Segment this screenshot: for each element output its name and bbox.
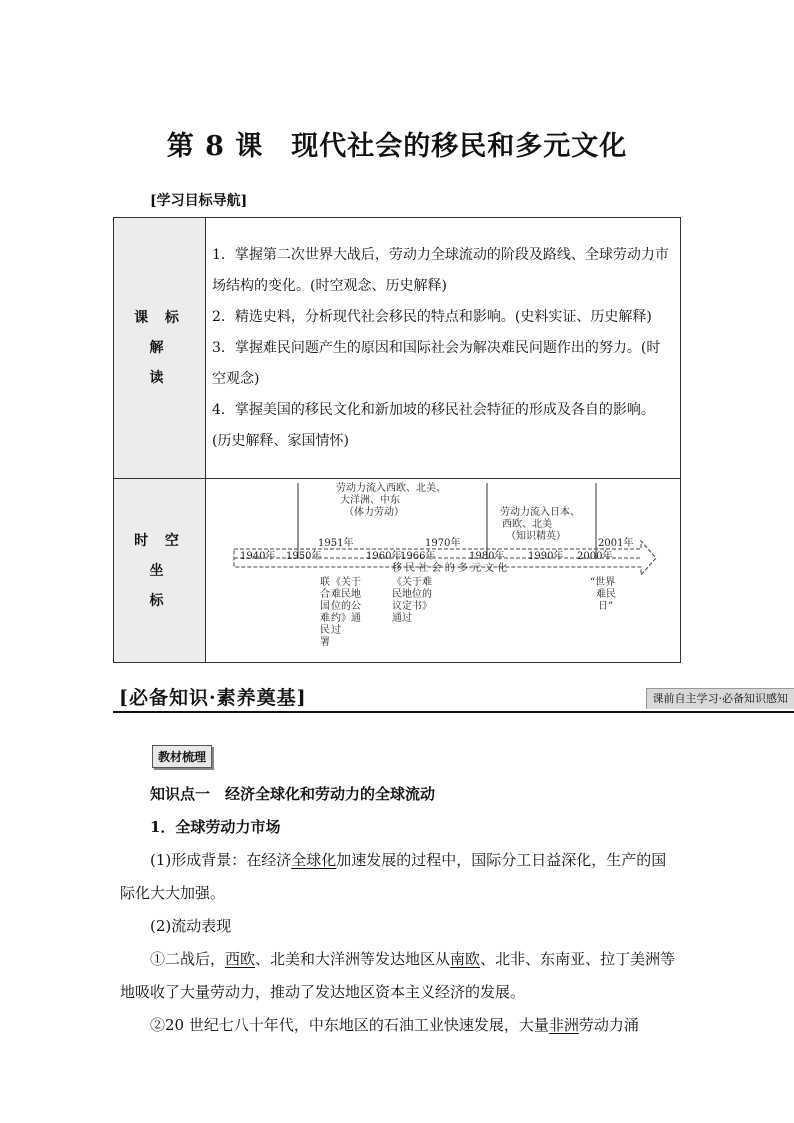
underlined-term: 非洲 xyxy=(548,1016,579,1034)
top-note-1: 劳动力流入西欧、北美、 大洋洲、中东 （体力劳动） xyxy=(336,483,446,518)
year-2000: 2000年 xyxy=(577,551,613,562)
heading-labor-market: 1．全球劳动力市场 xyxy=(150,818,281,836)
year-1980: 1980年 xyxy=(469,551,505,562)
timeline-header xyxy=(114,479,206,663)
goal-item-3: 3．掌握难民问题产生的原因和国际社会为解决难民问题作出的努力。(时空观念) xyxy=(212,339,661,387)
goals-table xyxy=(113,217,681,663)
text-segment: 、北美和大洋洲等发达地区从 xyxy=(255,950,451,968)
goal-item-2: 2．精选史料，分析现代社会移民的特点和影响。(史料实证、历史解释) xyxy=(212,308,652,325)
goal-item-1: 1．掌握第二次世界大战后，劳动力全球流动的阶段及路线、全球劳动力市场结构的变化。(时空观念、历史解释) xyxy=(212,246,669,294)
arrow-label: 移 民 社 会 的 多 元 文 化 xyxy=(392,563,508,574)
text-segment: 、北非、东南亚、拉丁美洲等地吸收了大量劳动力，推动了发达地区资本主义经济的发展。 xyxy=(120,950,676,1001)
timeline-cell xyxy=(206,479,681,663)
col-convention: 《关于 难民地 位的公 约》通 过 xyxy=(331,577,361,636)
text-segment: ①二战后， xyxy=(150,950,226,968)
standards-body xyxy=(206,218,681,479)
textbook-review-badge: 教材梳理 xyxy=(152,745,212,768)
paragraph-postwar xyxy=(120,943,680,1009)
main-content xyxy=(120,778,680,1042)
timeline-header-line2: 标 xyxy=(149,592,170,609)
standards-row xyxy=(114,218,681,479)
heading-flow: (2)流动表现 xyxy=(150,917,232,935)
text-segment: 加速发展的过程中，国际分工日益深化，生产的国际化大大加强。 xyxy=(120,851,667,902)
col-protocol: 《关于难 民地位的 议定书》 通过 xyxy=(392,577,432,624)
underlined-term: 西欧 xyxy=(225,950,256,968)
timeline-header-line1: 时 空 坐 xyxy=(134,532,185,579)
year-1960: 1960年 xyxy=(366,551,402,562)
section-title: [必备知识·素养奠基] xyxy=(119,687,307,709)
year-2001: 2001年 xyxy=(598,538,634,549)
col-unhcr: 联 合 国 难 民 署 xyxy=(320,577,330,648)
learning-goals-label: [学习目标导航] xyxy=(150,193,248,209)
text-segment: 劳动力涌 xyxy=(578,1016,639,1034)
text-segment: ②20 世纪七八十年代，中东地区的石油工业快速发展，大量 xyxy=(150,1016,549,1034)
top-note-2: 劳动力流入日本、 西欧、北美 （知识精英） xyxy=(500,507,580,542)
section-tag: 课前自主学习·必备知识感知 xyxy=(646,688,794,709)
underlined-term: 南欧 xyxy=(450,950,481,968)
underlined-term: 全球化 xyxy=(291,851,337,869)
year-1990: 1990年 xyxy=(528,551,564,562)
paragraph-background xyxy=(120,844,680,910)
year-1966: 1966年 xyxy=(400,551,436,562)
timeline-row xyxy=(114,479,681,663)
standards-header-line2: 读 xyxy=(149,370,170,386)
standards-header xyxy=(114,218,206,479)
lesson-title: 第 8 课 现代社会的移民和多元文化 xyxy=(166,131,628,162)
year-1970: 1970年 xyxy=(425,538,461,549)
year-1951: 1951年 xyxy=(318,538,354,549)
section-divider xyxy=(113,711,794,713)
col-refugee-day: “世界 难民 日” xyxy=(590,577,616,612)
text-segment: (1)形成背景：在经济 xyxy=(150,851,292,869)
year-1950: 1950年 xyxy=(286,551,322,562)
knowledge-point-1: 知识点一 经济全球化和劳动力的全球流动 xyxy=(150,785,436,803)
goal-item-4: 4．掌握美国的移民文化和新加坡的移民社会特征的形成及各自的影响。(历史解释、家国情怀) xyxy=(212,401,655,449)
section-header xyxy=(113,682,794,712)
paragraph-1970s xyxy=(120,1009,680,1042)
timeline-diagram xyxy=(206,479,680,662)
standards-header-line1: 课 标 解 xyxy=(134,310,185,356)
year-1940: 1940年 xyxy=(240,551,276,562)
